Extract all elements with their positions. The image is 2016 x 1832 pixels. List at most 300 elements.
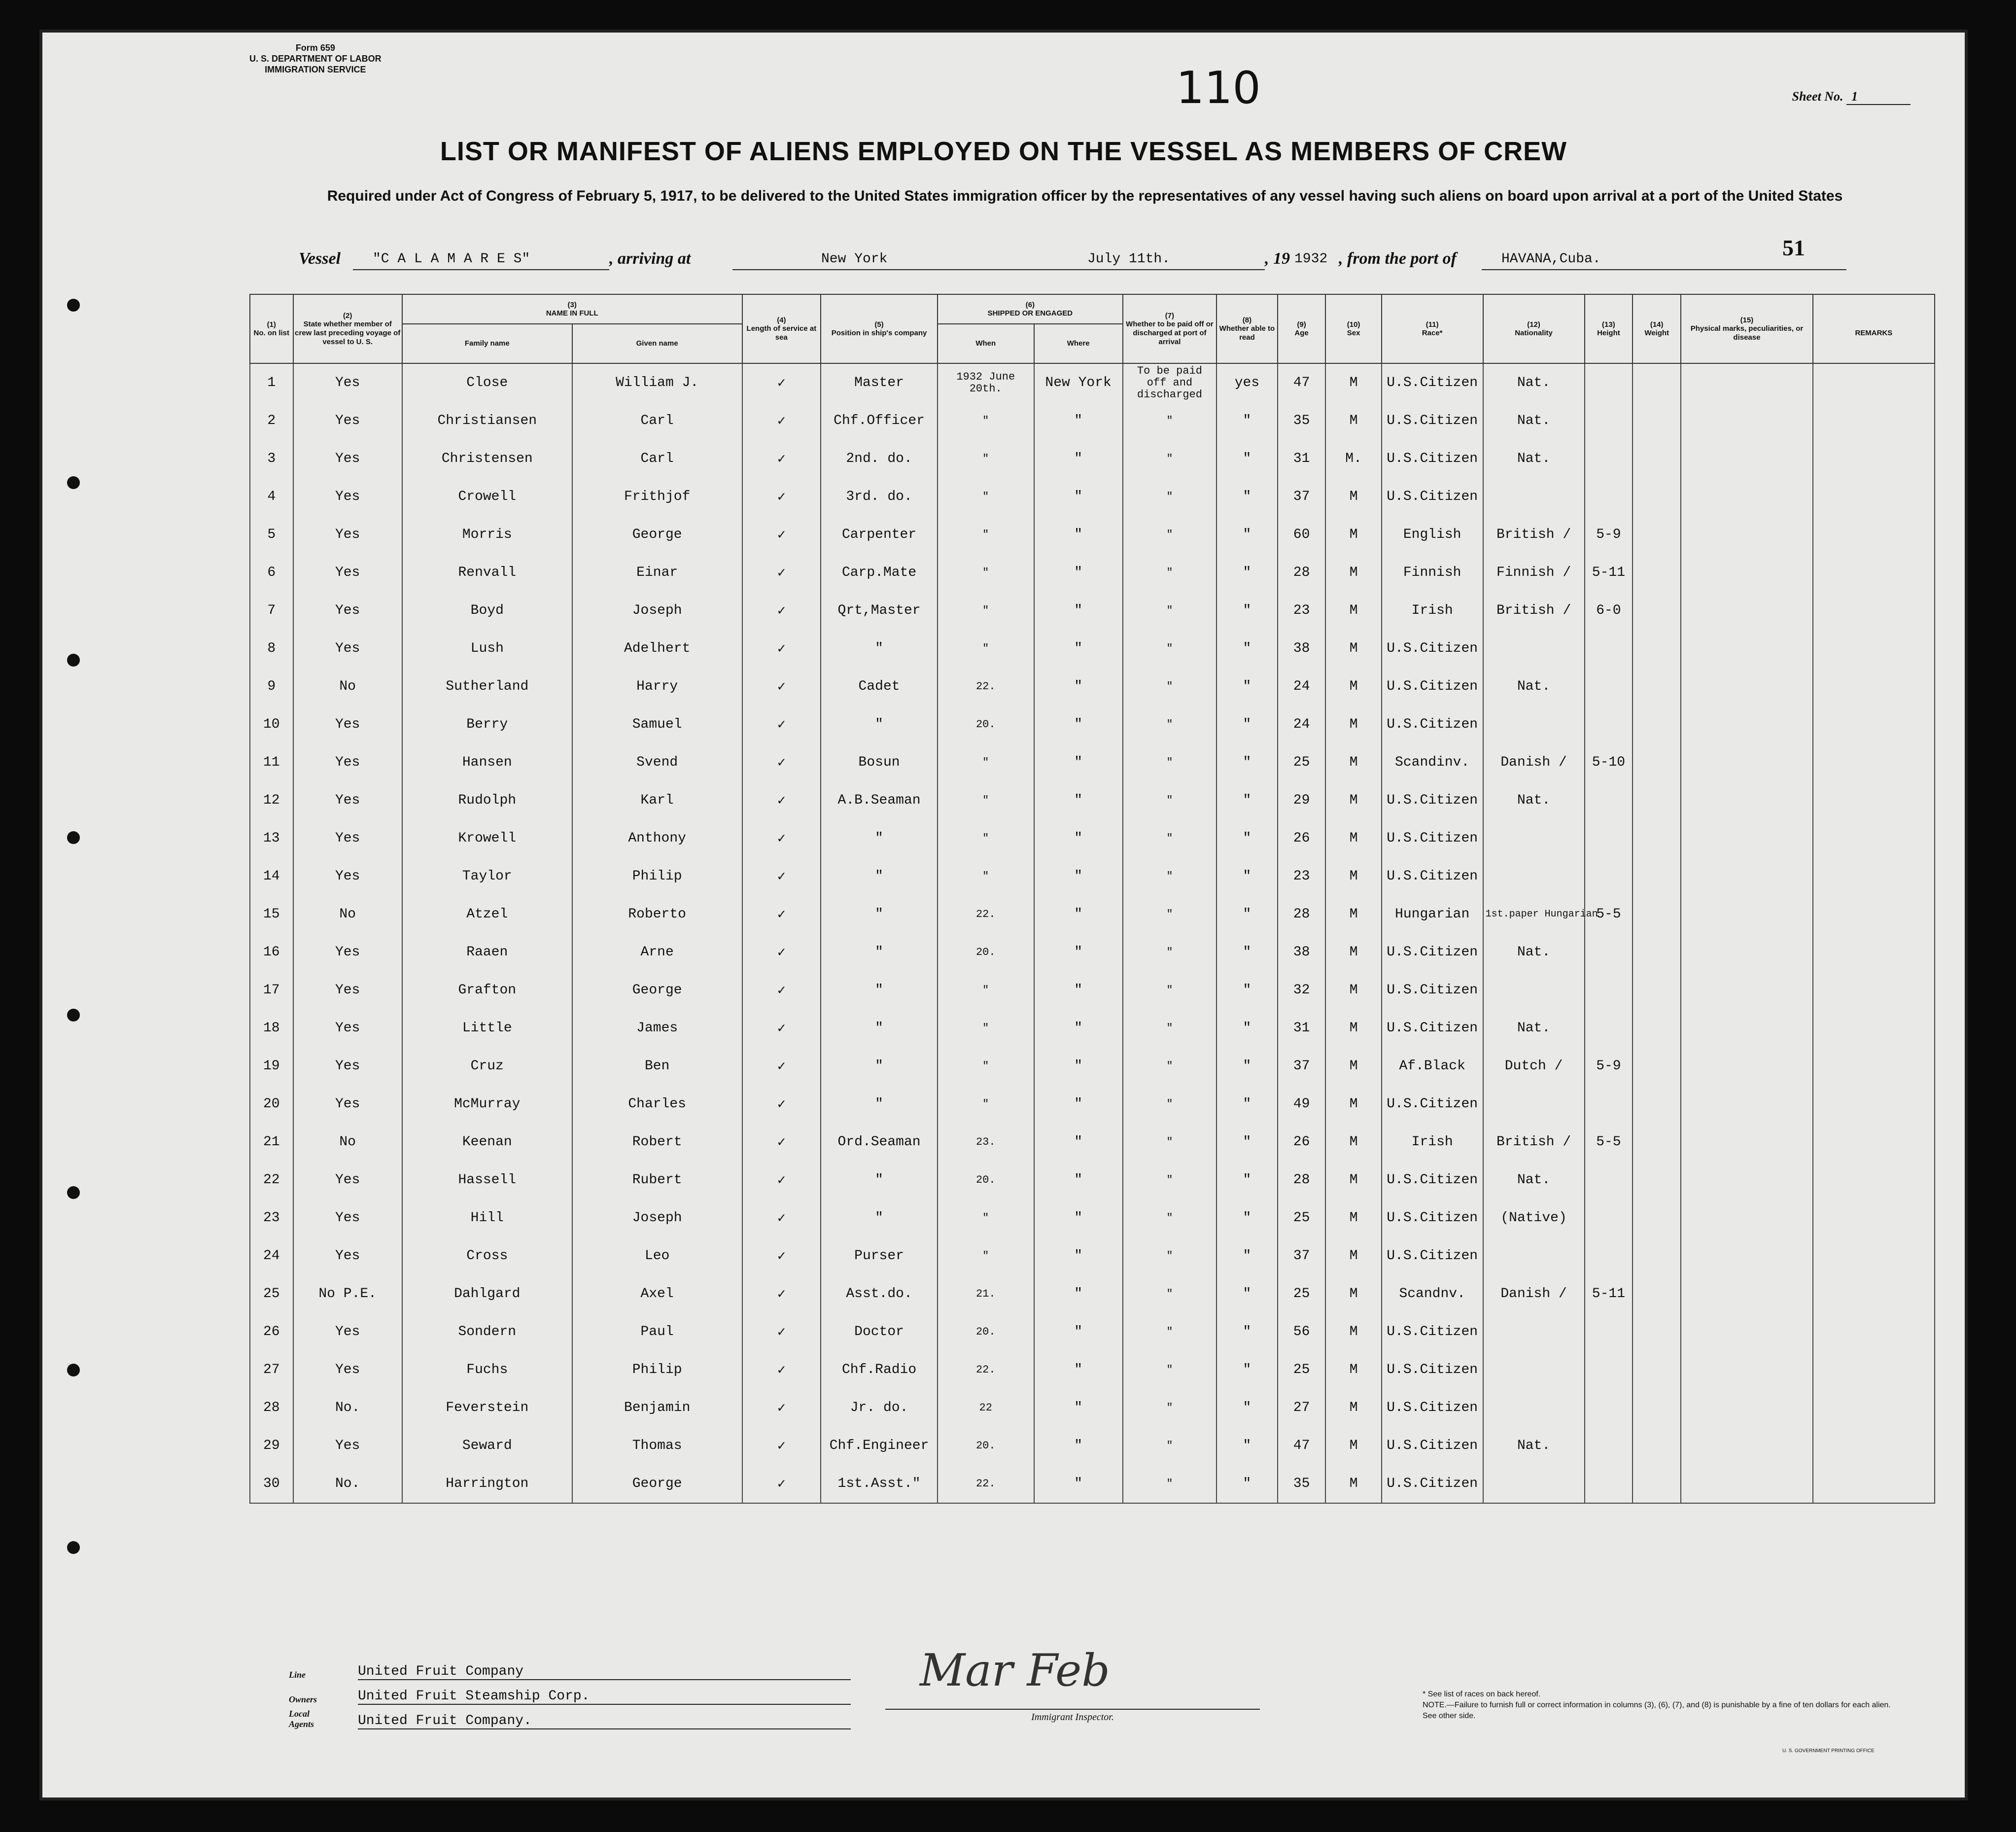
cell-weight <box>1633 478 1681 516</box>
cell-height <box>1585 1009 1633 1047</box>
cell-weight <box>1633 857 1681 895</box>
cell-row-number: 7 <box>250 592 293 630</box>
cell-height <box>1585 1199 1633 1237</box>
cell-weight <box>1633 554 1681 592</box>
cell-height: 6-0 <box>1585 592 1633 630</box>
sheet-value: 1 <box>1846 89 1911 105</box>
cell-race: U.S.Citizen <box>1382 1351 1483 1389</box>
cell-sex: M <box>1325 1275 1381 1313</box>
cell-position: Carp.Mate <box>821 554 938 592</box>
cell-paid-off: " <box>1123 1009 1217 1047</box>
cell-age: 38 <box>1278 630 1326 668</box>
cell-service-check: ✓ <box>742 402 821 440</box>
cell-prev-voyage: Yes <box>293 1427 402 1465</box>
cell-family-name: Crowell <box>402 478 572 516</box>
cell-physical-marks <box>1681 440 1813 478</box>
cell-able-read: " <box>1217 402 1278 440</box>
cell-shipped-when: " <box>938 630 1034 668</box>
binder-hole <box>67 831 80 844</box>
cell-nationality <box>1483 1465 1585 1503</box>
cell-sex: M <box>1325 1389 1381 1427</box>
col-header-prev-voyage: State whether member of crew last preceding voyage of vessel to U. S. <box>295 319 401 346</box>
cell-age: 31 <box>1278 440 1326 478</box>
cell-height <box>1585 705 1633 743</box>
cell-given-name: Robert <box>572 1123 742 1161</box>
cell-nationality <box>1483 857 1585 895</box>
cell-able-read: " <box>1217 1275 1278 1313</box>
cell-position: " <box>821 857 938 895</box>
cell-physical-marks <box>1681 1427 1813 1465</box>
col-header-able-read: Whether able to read <box>1219 324 1275 342</box>
table-row <box>250 1199 1935 1237</box>
cell-row-number: 28 <box>250 1389 293 1427</box>
cell-prev-voyage: Yes <box>293 1009 402 1047</box>
cell-given-name: Frithjof <box>572 478 742 516</box>
cell-nationality <box>1483 478 1585 516</box>
cell-race: U.S.Citizen <box>1382 630 1483 668</box>
cell-height <box>1585 630 1633 668</box>
cell-row-number: 13 <box>250 819 293 857</box>
cell-physical-marks <box>1681 1161 1813 1199</box>
cell-position: 2nd. do. <box>821 440 938 478</box>
binder-hole <box>67 1364 80 1376</box>
cell-family-name: Berry <box>402 705 572 743</box>
cell-prev-voyage: Yes <box>293 478 402 516</box>
cell-given-name: Philip <box>572 1351 742 1389</box>
cell-shipped-when: 22. <box>938 668 1034 705</box>
cell-shipped-when: " <box>938 440 1034 478</box>
cell-paid-off: " <box>1123 1351 1217 1389</box>
cell-height: 5-9 <box>1585 1047 1633 1085</box>
cell-sex: M <box>1325 1047 1381 1085</box>
cell-nationality: Nat. <box>1483 363 1585 402</box>
cell-service-check: ✓ <box>742 1009 821 1047</box>
cell-nationality <box>1483 705 1585 743</box>
cell-physical-marks <box>1681 363 1813 402</box>
binder-hole <box>67 476 80 489</box>
table-row <box>250 1237 1935 1275</box>
table-row <box>250 1085 1935 1123</box>
cell-weight <box>1633 1009 1681 1047</box>
cell-row-number: 24 <box>250 1237 293 1275</box>
cell-given-name: Adelhert <box>572 630 742 668</box>
cell-physical-marks <box>1681 1351 1813 1389</box>
cell-nationality: British / <box>1483 1123 1585 1161</box>
cell-paid-off: " <box>1123 1465 1217 1503</box>
cell-age: 35 <box>1278 1465 1326 1503</box>
cell-weight <box>1633 516 1681 554</box>
cell-age: 37 <box>1278 478 1326 516</box>
cell-nationality: Nat. <box>1483 1161 1585 1199</box>
cell-given-name: Leo <box>572 1237 742 1275</box>
cell-prev-voyage: Yes <box>293 933 402 971</box>
cell-prev-voyage: Yes <box>293 1313 402 1351</box>
col-header-nationality: Nationality <box>1515 328 1553 337</box>
cell-given-name: Thomas <box>572 1427 742 1465</box>
cell-shipped-when: 20. <box>938 933 1034 971</box>
col-header-length-service: Length of service at sea <box>746 324 817 342</box>
cell-height: 5-9 <box>1585 516 1633 554</box>
cell-position: " <box>821 971 938 1009</box>
cell-row-number: 10 <box>250 705 293 743</box>
cell-prev-voyage: Yes <box>293 554 402 592</box>
cell-paid-off: " <box>1123 743 1217 781</box>
cell-remarks <box>1813 971 1935 1009</box>
cell-paid-off: " <box>1123 668 1217 705</box>
cell-paid-off: " <box>1123 1313 1217 1351</box>
cell-weight <box>1633 781 1681 819</box>
cell-remarks <box>1813 857 1935 895</box>
cell-shipped-when: " <box>938 592 1034 630</box>
cell-prev-voyage: Yes <box>293 1161 402 1199</box>
cell-age: 26 <box>1278 819 1326 857</box>
cell-given-name: George <box>572 1465 742 1503</box>
cell-paid-off: " <box>1123 705 1217 743</box>
cell-sex: M <box>1325 857 1381 895</box>
cell-race: U.S.Citizen <box>1382 933 1483 971</box>
col-header-where: Where <box>1034 324 1123 363</box>
cell-shipped-when: 20. <box>938 1161 1034 1199</box>
cell-race: U.S.Citizen <box>1382 478 1483 516</box>
cell-shipped-where: " <box>1034 516 1123 554</box>
cell-able-read: " <box>1217 705 1278 743</box>
cell-nationality <box>1483 971 1585 1009</box>
cell-given-name: Ben <box>572 1047 742 1085</box>
cell-physical-marks <box>1681 1047 1813 1085</box>
cell-row-number: 5 <box>250 516 293 554</box>
cell-remarks <box>1813 592 1935 630</box>
note-races: * See list of races on back hereof. <box>1423 1690 1541 1698</box>
cell-age: 35 <box>1278 402 1326 440</box>
cell-physical-marks <box>1681 1123 1813 1161</box>
cell-service-check: ✓ <box>742 1047 821 1085</box>
line-label: Line <box>289 1670 306 1680</box>
cell-race: U.S.Citizen <box>1382 1389 1483 1427</box>
cell-paid-off: " <box>1123 1199 1217 1237</box>
cell-race: U.S.Citizen <box>1382 1237 1483 1275</box>
table-row <box>250 1389 1935 1427</box>
cell-given-name: Joseph <box>572 592 742 630</box>
cell-physical-marks <box>1681 1199 1813 1237</box>
table-row <box>250 781 1935 819</box>
cell-height <box>1585 363 1633 402</box>
cell-able-read: " <box>1217 630 1278 668</box>
cell-age: 56 <box>1278 1313 1326 1351</box>
cell-row-number: 6 <box>250 554 293 592</box>
cell-weight <box>1633 1313 1681 1351</box>
cell-prev-voyage: Yes <box>293 971 402 1009</box>
cell-position: " <box>821 1047 938 1085</box>
cell-physical-marks <box>1681 1389 1813 1427</box>
cell-weight <box>1633 1389 1681 1427</box>
cell-family-name: Keenan <box>402 1123 572 1161</box>
cell-remarks <box>1813 705 1935 743</box>
cell-row-number: 29 <box>250 1427 293 1465</box>
col-header-paid-off: Whether to be paid off or discharged at port of arrival <box>1126 319 1214 346</box>
cell-remarks <box>1813 781 1935 819</box>
cell-family-name: Rudolph <box>402 781 572 819</box>
cell-sex: M <box>1325 781 1381 819</box>
cell-position: Asst.do. <box>821 1275 938 1313</box>
cell-paid-off: " <box>1123 971 1217 1009</box>
cell-shipped-when: 23. <box>938 1123 1034 1161</box>
note-penalty: NOTE.—Failure to furnish full or correct information in columns (3), (6), (7), and (8) is punishable by a fine of ten dollars for each alien. See other side. <box>1423 1701 1891 1720</box>
cell-given-name: Roberto <box>572 895 742 933</box>
cell-race: U.S.Citizen <box>1382 1313 1483 1351</box>
cell-family-name: Cross <box>402 1237 572 1275</box>
cell-physical-marks <box>1681 857 1813 895</box>
binder-hole <box>67 299 80 312</box>
cell-able-read: " <box>1217 1389 1278 1427</box>
cell-race: U.S.Citizen <box>1382 971 1483 1009</box>
cell-weight <box>1633 705 1681 743</box>
table-row <box>250 819 1935 857</box>
cell-shipped-where: " <box>1034 592 1123 630</box>
col-header-name: NAME IN FULL <box>546 309 598 317</box>
cell-race: U.S.Citizen <box>1382 668 1483 705</box>
cell-remarks <box>1813 630 1935 668</box>
cell-race: Irish <box>1382 1123 1483 1161</box>
table-row <box>250 1123 1935 1161</box>
cell-weight <box>1633 1275 1681 1313</box>
cell-weight <box>1633 668 1681 705</box>
cell-height: 5-5 <box>1585 1123 1633 1161</box>
line-value: United Fruit Company <box>358 1664 851 1680</box>
cell-nationality: (Native) <box>1483 1199 1585 1237</box>
cell-service-check: ✓ <box>742 781 821 819</box>
from-label: , from the port of <box>1339 249 1457 268</box>
crew-manifest-table <box>249 294 1935 1504</box>
cell-shipped-when: 22. <box>938 1465 1034 1503</box>
cell-height <box>1585 933 1633 971</box>
cell-shipped-when: " <box>938 971 1034 1009</box>
department: U. S. DEPARTMENT OF LABOR <box>249 54 382 64</box>
cell-service-check: ✓ <box>742 1465 821 1503</box>
cell-remarks <box>1813 440 1935 478</box>
cell-prev-voyage: Yes <box>293 705 402 743</box>
cell-sex: M <box>1325 1161 1381 1199</box>
cell-sex: M <box>1325 516 1381 554</box>
cell-row-number: 22 <box>250 1161 293 1199</box>
cell-shipped-where: " <box>1034 668 1123 705</box>
table-body <box>250 363 1935 1503</box>
cell-shipped-where: " <box>1034 705 1123 743</box>
cell-able-read: " <box>1217 1351 1278 1389</box>
cell-age: 23 <box>1278 857 1326 895</box>
cell-shipped-where: " <box>1034 1313 1123 1351</box>
cell-service-check: ✓ <box>742 1313 821 1351</box>
cell-paid-off: " <box>1123 630 1217 668</box>
cell-height: 5-11 <box>1585 554 1633 592</box>
cell-weight <box>1633 933 1681 971</box>
arrival-year: 1932 <box>1294 251 1328 267</box>
cell-family-name: Fuchs <box>402 1351 572 1389</box>
cell-race: U.S.Citizen <box>1382 819 1483 857</box>
printing-office: U. S. GOVERNMENT PRINTING OFFICE <box>1782 1748 1875 1754</box>
cell-shipped-when: " <box>938 1199 1034 1237</box>
cell-able-read: " <box>1217 1237 1278 1275</box>
cell-paid-off: " <box>1123 1275 1217 1313</box>
cell-prev-voyage: Yes <box>293 440 402 478</box>
cell-family-name: Taylor <box>402 857 572 895</box>
cell-shipped-when: 20. <box>938 1427 1034 1465</box>
cell-sex: M <box>1325 743 1381 781</box>
cell-service-check: ✓ <box>742 592 821 630</box>
cell-service-check: ✓ <box>742 971 821 1009</box>
cell-shipped-where: " <box>1034 971 1123 1009</box>
page-subtitle: Required under Act of Congress of February 5, 1917, to be delivered to the United States immigration officer by the representatives of any vessel having such aliens on board upon arrival at a port of the United States <box>327 188 1843 204</box>
cell-paid-off: " <box>1123 592 1217 630</box>
cell-service-check: ✓ <box>742 363 821 402</box>
cell-position: " <box>821 819 938 857</box>
cell-able-read: " <box>1217 1427 1278 1465</box>
cell-able-read: " <box>1217 781 1278 819</box>
cell-sex: M <box>1325 402 1381 440</box>
cell-age: 49 <box>1278 1085 1326 1123</box>
footer-notes <box>1423 1689 1906 1722</box>
cell-race: U.S.Citizen <box>1382 1009 1483 1047</box>
cell-nationality <box>1483 1085 1585 1123</box>
cell-position: " <box>821 1009 938 1047</box>
cell-shipped-where: " <box>1034 1009 1123 1047</box>
table-header: (1) No. on list (2) State whether member of crew last preceding voyage of vessel to U. S. (3) NAME IN FULL (4) Length of service at sea (5) Position in ship's company (6) SHIPPED OR ENGAGED (7) Whether to be paid off or discharged at port of arrival (8) Whether able to read (9) Age (10) Sex (11) Race* (12) Nationality (13) Height (14) Weight (15) Physical marks, peculiarities, or disease REMARKS Family name Given name When Where <box>250 294 1935 363</box>
cell-age: 25 <box>1278 743 1326 781</box>
cell-nationality: Nat. <box>1483 440 1585 478</box>
cell-age: 28 <box>1278 554 1326 592</box>
cell-height <box>1585 1427 1633 1465</box>
cell-sex: M <box>1325 971 1381 1009</box>
cell-age: 24 <box>1278 705 1326 743</box>
cell-physical-marks <box>1681 668 1813 705</box>
cell-height <box>1585 440 1633 478</box>
cell-row-number: 25 <box>250 1275 293 1313</box>
cell-weight <box>1633 440 1681 478</box>
cell-shipped-where: " <box>1034 1389 1123 1427</box>
cell-age: 27 <box>1278 1389 1326 1427</box>
table-row <box>250 478 1935 516</box>
cell-service-check: ✓ <box>742 1161 821 1199</box>
cell-given-name: Paul <box>572 1313 742 1351</box>
cell-position: Chf.Radio <box>821 1351 938 1389</box>
cell-sex: M <box>1325 1427 1381 1465</box>
inspector-signature: Mar Feb <box>920 1645 1110 1696</box>
cell-nationality: British / <box>1483 592 1585 630</box>
arrival-date: July 11th. <box>1087 251 1171 267</box>
cell-prev-voyage: Yes <box>293 1199 402 1237</box>
cell-height <box>1585 819 1633 857</box>
cell-remarks <box>1813 363 1935 402</box>
cell-given-name: Axel <box>572 1275 742 1313</box>
cell-paid-off: " <box>1123 440 1217 478</box>
cell-shipped-where: " <box>1034 630 1123 668</box>
cell-paid-off: " <box>1123 402 1217 440</box>
cell-shipped-when: " <box>938 402 1034 440</box>
cell-prev-voyage: Yes <box>293 857 402 895</box>
col-header-given: Given name <box>572 324 742 363</box>
cell-shipped-when: " <box>938 1085 1034 1123</box>
cell-given-name: Anthony <box>572 819 742 857</box>
cell-sex: M <box>1325 1085 1381 1123</box>
cell-shipped-when: " <box>938 857 1034 895</box>
cell-height <box>1585 668 1633 705</box>
cell-shipped-where: " <box>1034 1123 1123 1161</box>
cell-sex: M <box>1325 363 1381 402</box>
cell-row-number: 9 <box>250 668 293 705</box>
cell-able-read: " <box>1217 668 1278 705</box>
cell-given-name: George <box>572 516 742 554</box>
col-header-when: When <box>938 324 1034 363</box>
cell-family-name: Sutherland <box>402 668 572 705</box>
cell-shipped-where: " <box>1034 743 1123 781</box>
cell-physical-marks <box>1681 1085 1813 1123</box>
cell-paid-off: " <box>1123 1047 1217 1085</box>
cell-paid-off: " <box>1123 933 1217 971</box>
owners-value: United Fruit Steamship Corp. <box>358 1689 851 1705</box>
form-identifier <box>249 42 382 75</box>
cell-row-number: 8 <box>250 630 293 668</box>
cell-able-read: " <box>1217 592 1278 630</box>
cell-remarks <box>1813 478 1935 516</box>
cell-remarks <box>1813 1009 1935 1047</box>
cell-row-number: 3 <box>250 440 293 478</box>
col-header-no: No. on list <box>253 328 289 337</box>
cell-paid-off: " <box>1123 478 1217 516</box>
cell-service-check: ✓ <box>742 1085 821 1123</box>
cell-prev-voyage: No <box>293 895 402 933</box>
side-number: 51 <box>1782 235 1805 260</box>
cell-nationality: 1st.paper Hungarian <box>1483 895 1585 933</box>
cell-prev-voyage: Yes <box>293 1085 402 1123</box>
cell-family-name: Close <box>402 363 572 402</box>
cell-weight <box>1633 819 1681 857</box>
cell-race: U.S.Citizen <box>1382 402 1483 440</box>
cell-nationality: Dutch / <box>1483 1047 1585 1085</box>
cell-race: Irish <box>1382 592 1483 630</box>
cell-sex: M <box>1325 1237 1381 1275</box>
cell-paid-off: " <box>1123 895 1217 933</box>
cell-age: 23 <box>1278 592 1326 630</box>
cell-shipped-where: " <box>1034 1427 1123 1465</box>
cell-shipped-where: " <box>1034 1047 1123 1085</box>
cell-position: 1st.Asst." <box>821 1465 938 1503</box>
table-row <box>250 402 1935 440</box>
cell-service-check: ✓ <box>742 1351 821 1389</box>
cell-weight <box>1633 895 1681 933</box>
cell-paid-off: " <box>1123 516 1217 554</box>
cell-weight <box>1633 592 1681 630</box>
cell-service-check: ✓ <box>742 1427 821 1465</box>
form-number: Form 659 <box>295 43 335 53</box>
cell-shipped-when: " <box>938 1047 1034 1085</box>
cell-prev-voyage: Yes <box>293 1237 402 1275</box>
cell-paid-off: " <box>1123 1123 1217 1161</box>
cell-paid-off: " <box>1123 1389 1217 1427</box>
cell-family-name: Boyd <box>402 592 572 630</box>
cell-paid-off: " <box>1123 1427 1217 1465</box>
cell-age: 31 <box>1278 1009 1326 1047</box>
cell-able-read: " <box>1217 1199 1278 1237</box>
cell-prev-voyage: Yes <box>293 1047 402 1085</box>
cell-height <box>1585 857 1633 895</box>
cell-remarks <box>1813 1047 1935 1085</box>
cell-remarks <box>1813 1161 1935 1199</box>
cell-remarks <box>1813 1351 1935 1389</box>
cell-sex: M <box>1325 1199 1381 1237</box>
cell-race: U.S.Citizen <box>1382 363 1483 402</box>
cell-shipped-where: New York <box>1034 363 1123 402</box>
cell-shipped-when: 22. <box>938 1351 1034 1389</box>
cell-position: Chf.Officer <box>821 402 938 440</box>
